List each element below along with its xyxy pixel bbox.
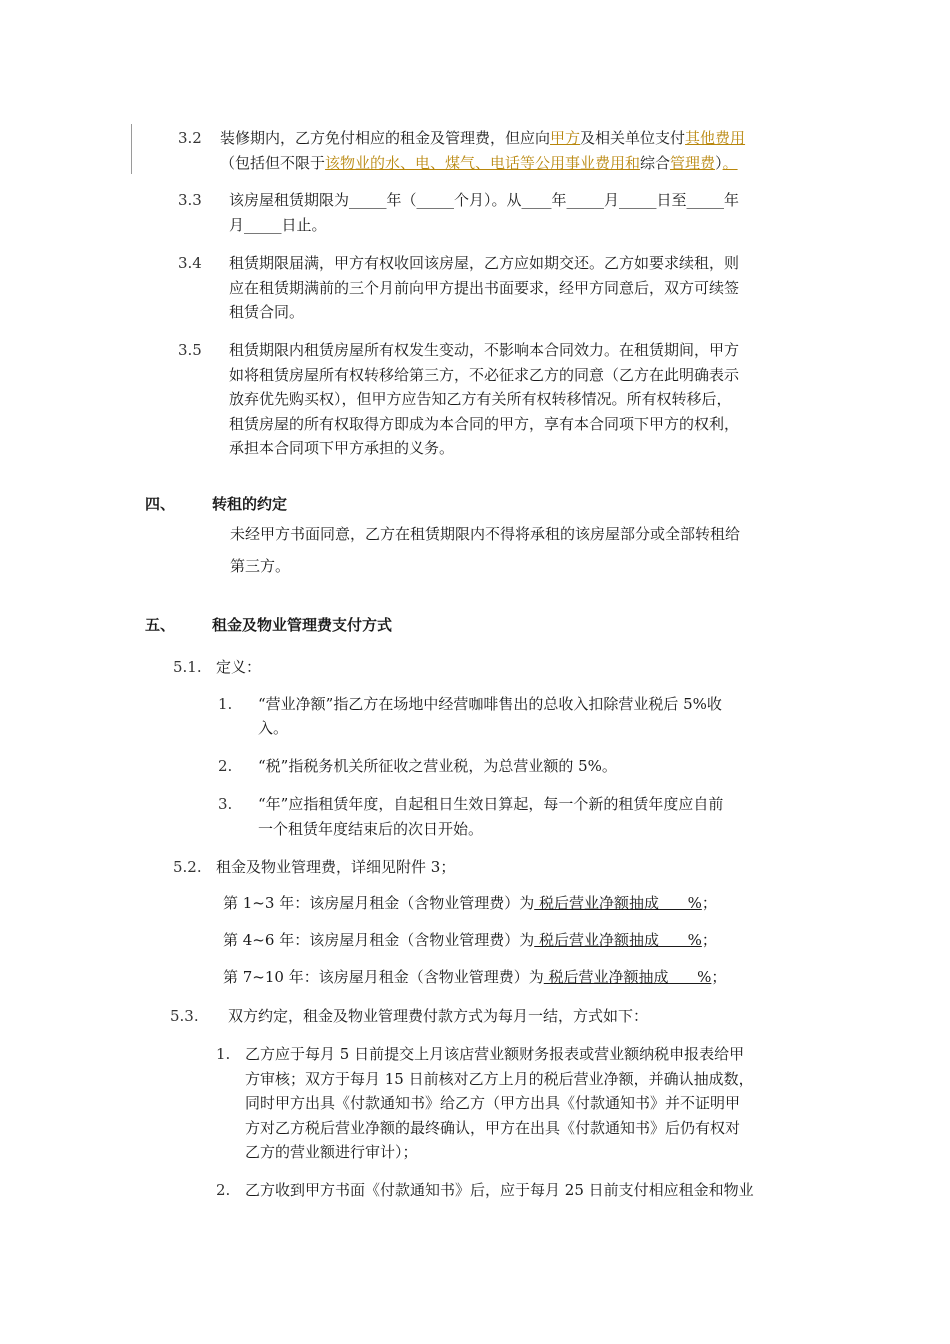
rent-term-row	[223, 928, 717, 952]
section-5-title: 租金及物业管理费支付方式	[212, 616, 393, 634]
clause-5-1-number: 5.1.	[173, 658, 202, 676]
payment-item-line: 方对乙方税后营业净额的最终确认，甲方在出具《付款通知书》后仍有权对	[245, 1119, 741, 1137]
clause-3-5-line: 租赁房屋的所有权取得方即成为本合同的甲方，享有本合同项下甲方的权利，	[229, 415, 740, 433]
payment-item-line: 乙方收到甲方书面《付款通知书》后，应于每月 25 日前支付相应租金和物业	[245, 1181, 754, 1199]
payment-item-number: 1.	[216, 1045, 231, 1063]
clause-text: 装修期内，乙方免付相应的租金及管理费，但应向	[220, 129, 551, 147]
revision-link-jiafang[interactable]: 甲方	[550, 129, 581, 147]
payment-item-line: 同时甲方出具《付款通知书》给乙方（甲方出具《付款通知书》并不证明甲	[245, 1094, 741, 1112]
rent-term-row	[223, 965, 726, 989]
rent-rate-blank: 税后营业净额抽成 %	[534, 931, 702, 949]
clause-3-4-line: 应在租赁期满前的三个月前向甲方提出书面要求，经甲方同意后，双方可续签	[229, 279, 740, 297]
clause-5-2-number: 5.2.	[173, 858, 202, 876]
clause-3-2-line-1	[220, 126, 745, 150]
clause-3-4-number: 3.4	[178, 254, 202, 272]
rent-rate-blank: 税后营业净额抽成 %	[534, 894, 702, 912]
clause-3-2-number: 3.2	[178, 129, 202, 147]
clause-5-3-number: 5.3.	[170, 1007, 199, 1025]
rent-term-text: 第 7~10 年：该房屋月租金（含物业管理费）为	[223, 968, 544, 986]
rent-term-end: ；	[701, 931, 717, 949]
clause-3-4-line: 租赁期限届满，甲方有权收回该房屋，乙方应如期交还。乙方如要求续租，则	[229, 254, 740, 272]
rent-term-text: 第 4~6 年：该房屋月租金（含物业管理费）为	[223, 931, 535, 949]
rent-term-text: 第 1~3 年：该房屋月租金（含物业管理费）为	[223, 894, 535, 912]
clause-5-2-label: 租金及物业管理费，详细见附件 3；	[216, 858, 456, 876]
revision-link-period[interactable]: 。	[722, 154, 738, 172]
clause-3-5-line: 承担本合同项下甲方承担的义务。	[229, 439, 455, 457]
clause-5-3-label: 双方约定，租金及物业管理费付款方式为每月一结，方式如下：	[228, 1007, 649, 1025]
clause-text: （包括但不限于	[220, 154, 326, 172]
revision-link-other-fees[interactable]: 其他费用	[685, 129, 746, 147]
payment-item-number: 2.	[216, 1181, 231, 1199]
clause-3-3-line-2: 月_____日止。	[229, 216, 327, 234]
section-4-line-1: 未经甲方书面同意，乙方在租赁期限内不得将承租的该房屋部分或全部转租给	[230, 525, 741, 543]
revision-link-management-fee[interactable]: 管理费	[670, 154, 716, 172]
clause-3-4-line: 租赁合同。	[229, 303, 305, 321]
clause-3-5-line: 放弃优先购买权），但甲方应告知乙方有关所有权转移情况。所有权转移后，	[229, 390, 732, 408]
section-4-title: 转租的约定	[212, 495, 288, 513]
section-4-number: 四、	[145, 495, 176, 513]
section-5-number: 五、	[145, 616, 176, 634]
revision-change-bar	[131, 124, 132, 174]
definition-item-line: “税”指税务机关所征收之营业税，为总营业额的 5%。	[258, 757, 617, 775]
clause-text: 及相关单位支付	[580, 129, 686, 147]
section-4-line-2: 第三方。	[230, 557, 291, 575]
definition-item-number: 1.	[218, 695, 233, 713]
clause-5-1-label: 定义：	[216, 658, 262, 676]
revision-link-utilities[interactable]: 该物业的水、电、煤气、电话等公用事业费用和	[325, 154, 641, 172]
clause-3-5-line: 租赁期限内租赁房屋所有权发生变动，不影响本合同效力。在租赁期间，甲方	[229, 341, 740, 359]
clause-text: 综合	[640, 154, 671, 172]
rent-term-end: ；	[711, 968, 727, 986]
definition-item-line: 一个租赁年度结束后的次日开始。	[258, 820, 484, 838]
definition-item-number: 3.	[218, 795, 233, 813]
clause-text: ）	[715, 154, 723, 172]
definition-item-number: 2.	[218, 757, 233, 775]
rent-rate-blank: 税后营业净额抽成 %	[543, 968, 712, 986]
payment-item-line: 乙方的营业额进行审计）；	[245, 1143, 418, 1161]
clause-3-3-number: 3.3	[178, 191, 202, 209]
rent-term-end: ；	[701, 894, 717, 912]
clause-3-5-line: 如将租赁房屋所有权转移给第三方，不必征求乙方的同意（乙方在此明确表示	[229, 366, 740, 384]
rent-term-row	[223, 891, 717, 915]
clause-3-5-number: 3.5	[178, 341, 202, 359]
payment-item-line: 方审核；双方于每月 15 日前核对乙方上月的税后营业净额，并确认抽成数，	[245, 1070, 754, 1088]
clause-3-3-line-1: 该房屋租赁期限为_____年（_____个月）。从____年_____月_____日至_____年	[229, 191, 740, 209]
definition-item-line: “营业净额”指乙方在场地中经营咖啡售出的总收入扣除营业税后 5%收	[258, 695, 722, 713]
definition-item-line: 入。	[258, 719, 289, 737]
definition-item-line: “年”应指租赁年度，自起租日生效日算起，每一个新的租赁年度应自前	[258, 795, 724, 813]
clause-3-2-line-2	[220, 151, 738, 175]
payment-item-line: 乙方应于每月 5 日前提交上月该店营业额财务报表或营业额纳税申报表给甲	[245, 1045, 745, 1063]
